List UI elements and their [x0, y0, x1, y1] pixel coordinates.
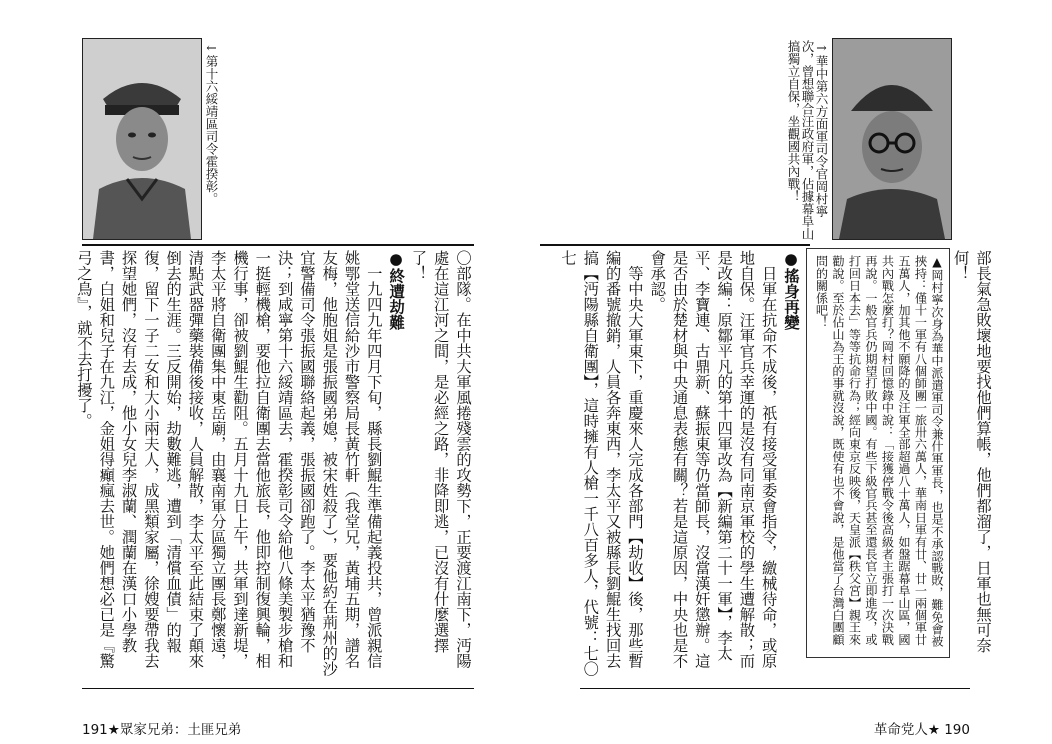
paragraph-2: 等中央大軍東下，重慶來人完成各部門【劫收】後，那些暫編的番號撤銷，人員各奔東西，李太平又被縣長劉鯤生找回去搞【沔陽縣自衛團】，這時擁有人槍一千八百多人，代號：七〇七	[559, 250, 644, 677]
bottom-divider-right	[580, 688, 970, 689]
paragraph-0: 〇部隊。在中共大軍風捲殘雲的攻勢下，正要渡江南下，沔陽處在這江河之間，是必經之路，非降即逃，已沒有什麼選擇了！	[409, 250, 472, 669]
footer-right-page-number: 革命党人★ 190	[873, 722, 970, 738]
paragraph-1: 日軍在抗命不成後，祇有接受軍委會指令，繳械待命，或原地自保。汪軍官兵幸運的是沒有同南京軍校的學生遭解散；而是改編：原鄒平凡的第十四軍改為【新編第二十一軍】，李太平、李寶連、古鼎新、蘇振東等仍當師長，沒當漢奸懲辦。這是否由於楚材與中央通息表態有關？若是這原因，中央也是不會承認。	[648, 250, 778, 669]
top-divider-right	[540, 244, 810, 246]
footer-left-page-number: 191★眾家兄弟：土匪兄弟	[82, 722, 242, 738]
historical-note-box	[806, 248, 950, 658]
note-text: ▲岡村寧次身為華中派遣軍司令兼什軍軍長，也是不承認戰敗，難免會被挾持：僅十一軍有八個師團一旅卅六萬人，華南日軍有廿、廿一兩個軍廿五萬人，加其他不願降的及汪軍全部超過八十萬人，如盤踞幕阜山區，國共內戰怎麼打？岡村回憶錄中說：「接獲停戰令後高級者主張打一次決戰再說。一般官兵仍期望打敗中國。有些下級官兵甚至還長官立即進攻，或打回日本去」等等抗命行為；經向東京反映後，天皇派【秩父宮】親王來勸說。至於佔山為王的事就沒說，既使有也不會說，是他當了台灣白團顧問的關係吧！	[814, 255, 944, 648]
paragraph-3: 一九四九年四月下旬，縣長劉鯤生準備起義投共，曾派親信姚鄂堂送信給沙市警察局長黃竹軒（我堂兄，黃埔五期，譜名友梅，他胞姐是張振國弟媳，被宋姓殺了），要他約在荊州的沙宜警備司令張振國聯絡起義，張振國卻跑了。李太平猶豫不決；到咸寧第十六綏靖區去，霍揆彰司令給他八條美製步槍和一挺輕機槍，要他拉自衛團去當他旅長，他即控制復興輪，相機行事，卻被劉鯤生勸阻。五月十九日上午，共軍到達新堤，李太平將自衛團集中東岳廟，由襄南軍分區獨立團長鄭懷遠，清點武器彈藥裝備後接收，人員解散，李太平至此結束了顛來倒去的生涯。三反開始，劫數難逃，遭到「清償血債」的報復，留下一子二女和大小兩夫人，成黑類家屬，徐嫂要帶我去探望她們，沒有去成，他小女兒李淑蘭、潤蘭在漢口小學教書，白姐和兒子在九江，金姐得癲瘋去世。她們想必已是『驚弓之鳥』，就不去打擾了。	[74, 250, 383, 677]
right-page-intro	[950, 250, 994, 680]
left-page-body	[74, 250, 474, 682]
top-divider-left	[82, 244, 474, 246]
portrait-photo-okamura-yasuji	[832, 38, 952, 240]
bottom-divider-left	[82, 688, 474, 689]
section-heading-change: ●搖身再變	[782, 250, 800, 331]
portrait-photo-huo-kuizhang	[82, 38, 202, 240]
right-page-body	[559, 250, 802, 682]
caption-right-photo: →華中第六方面軍司令官岡村寧次，曾想聯合汪政府軍，佔據幕阜山搞獨立自保，坐觀國共內戰！	[786, 40, 829, 240]
intro-text: 部長氣急敗壞地要找他們算帳，他們都溜了，日軍也無可奈何！	[951, 250, 992, 653]
caption-left-photo: ←第十六綏靖區司令霍揆彰。	[204, 40, 219, 205]
section-heading-disaster: ●終遭劫難	[387, 250, 406, 331]
